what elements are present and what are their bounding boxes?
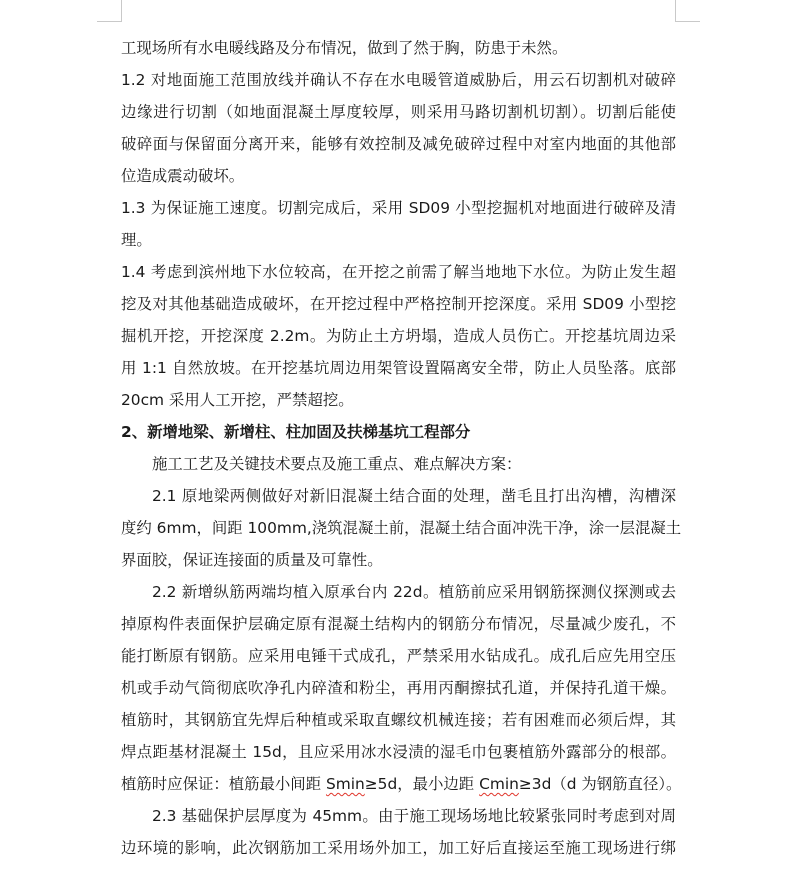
text-line: 工现场所有水电暖线路及分布情况，做到了然于胸，防患于未然。 — [121, 39, 568, 57]
section-heading: 2、新增地梁、新增柱、柱加固及扶梯基坑工程部分 — [121, 423, 471, 441]
crop-mark-left — [121, 0, 122, 22]
text-line: 1.4 考虑到滨州地下水位较高，在开挖之前需了解当地地下水位。为防止发生超 — [121, 263, 676, 281]
text-line: 度约 6mm，间距 100mm,浇筑混凝土前，混凝土结合面冲洗干净，涂一层混凝土 — [121, 519, 682, 537]
text-line: 理。 — [121, 231, 152, 249]
text-line: 植筋时，其钢筋宜先焊后种植或采取直螺纹机械连接；若有困难而必须后焊，其 — [121, 711, 676, 729]
crop-mark-left-horizontal — [97, 21, 121, 22]
text-line: 用 1:1 自然放坡。在开挖基坑周边用架管设置隔离安全带，防止人员坠落。底部 — [121, 359, 676, 377]
text-segment: ≥3d（d 为钢筋直径）。 — [518, 775, 682, 793]
text-line: 界面胶，保证连接面的质量及可靠性。 — [121, 551, 383, 569]
text-line: 2.2 新增纵筋两端均植入原承台内 22d。植筋前应采用钢筋探测仪探测或去 — [152, 583, 676, 601]
text-line: 1.2 对地面施工范围放线并确认不存在水电暖管道威胁后，用云石切割机对破碎 — [121, 71, 676, 89]
text-line — [121, 768, 681, 800]
text-line: 机或手动气筒彻底吹净孔内碎渣和粉尘，再用丙酮擦拭孔道，并保持孔道干燥。 — [121, 679, 676, 697]
text-line: 挖及对其他基础造成破坏，在开挖过程中严格控制开挖深度。采用 SD09 小型挖 — [121, 295, 676, 313]
text-line: 2.1 原地梁两侧做好对新旧混凝土结合面的处理，凿毛且打出沟槽，沟槽深 — [152, 487, 676, 505]
spellcheck-underlined-word[interactable]: Smin — [325, 775, 365, 793]
text-line: 施工工艺及关键技术要点及施工重点、难点解决方案： — [152, 455, 522, 473]
spellcheck-underlined-word[interactable]: Cmin — [479, 775, 519, 793]
crop-mark-right-horizontal — [676, 21, 700, 22]
text-line: 20cm 采用人工开挖，严禁超挖。 — [121, 391, 354, 409]
text-line: 能打断原有钢筋。应采用电锤干式成孔，严禁采用水钻成孔。成孔后应先用空压 — [121, 647, 676, 665]
text-segment: 植筋时应保证：植筋最小间距 — [121, 775, 326, 793]
text-line: 1.3 为保证施工速度。切割完成后，采用 SD09 小型挖掘机对地面进行破碎及清 — [121, 199, 676, 217]
text-line: 边环境的影响，此次钢筋加工采用场外加工，加工好后直接运至施工现场进行绑 — [121, 839, 676, 857]
crop-mark-right — [675, 0, 676, 22]
text-line: 2.3 基础保护层厚度为 45mm。由于施工现场场地比较紧张同时考虑到对周 — [152, 807, 676, 825]
text-line: 位造成震动破坏。 — [121, 167, 245, 185]
text-segment: ≥5d，最小边距 — [364, 775, 480, 793]
text-line: 边缘进行切割（如地面混凝土厚度较厚，则采用马路切割机切割）。切割后能使 — [121, 103, 676, 121]
text-line: 掘机开挖，开挖深度 2.2m。为防止土方坍塌，造成人员伤亡。开挖基坑周边采 — [121, 327, 676, 345]
text-line: 破碎面与保留面分离开来，能够有效控制及减免破碎过程中对室内地面的其他部 — [121, 135, 676, 153]
text-line: 掉原构件表面保护层确定原有混凝土结构内的钢筋分布情况，尽量减少废孔，不 — [121, 615, 676, 633]
text-line: 焊点距基材混凝土 15d，且应采用冰水浸渍的湿毛巾包裹植筋外露部分的根部。 — [121, 743, 676, 761]
